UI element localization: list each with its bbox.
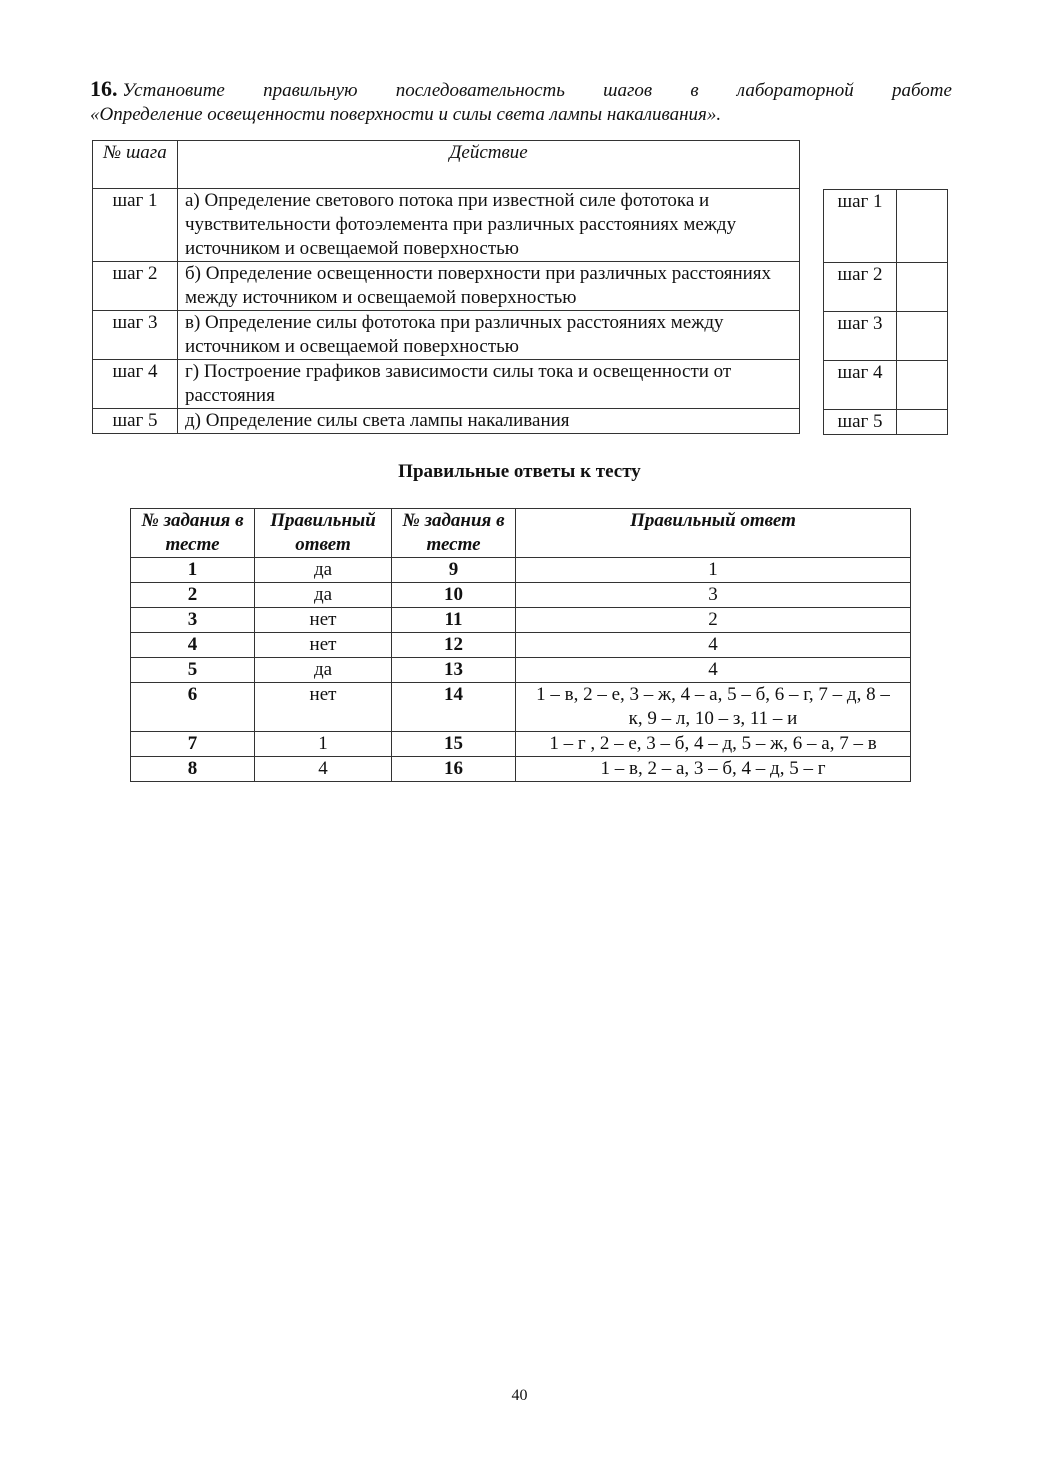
key-row — [131, 732, 911, 757]
task-number: 10 — [392, 583, 516, 608]
key-row — [131, 757, 911, 782]
question-number: 16. — [90, 76, 118, 101]
answer-blank-cell[interactable] — [897, 312, 948, 361]
answer-step-label: шаг 4 — [824, 361, 897, 410]
header-action: Действие — [178, 141, 800, 189]
task-number: 12 — [392, 633, 516, 658]
step-row — [93, 262, 800, 311]
question-word: шагов — [603, 80, 653, 101]
task-number: 5 — [131, 658, 255, 683]
correct-answer: да — [255, 583, 392, 608]
correct-answer: 1 – г , 2 – е, 3 – б, 4 – д, 5 – ж, 6 – а, 7 – в — [516, 732, 911, 757]
task-number: 15 — [392, 732, 516, 757]
step-label: шаг 4 — [93, 360, 178, 409]
step-action: а) Определение светового потока при известной силе фототока и чувствительности фотоэлемента при различных расстояниях между источником и освещаемой поверхностью — [178, 189, 800, 262]
answer-blank-cell[interactable] — [897, 190, 948, 263]
step-action: г) Построение графиков зависимости силы тока и освещенности от расстояния — [178, 360, 800, 409]
answer-blank-cell[interactable] — [897, 361, 948, 410]
task-number: 3 — [131, 608, 255, 633]
header-correct-answer: Правильный ответ — [255, 509, 392, 558]
answer-row — [824, 263, 948, 312]
answer-row — [824, 312, 948, 361]
question-line-2: «Определение освещенности поверхности и силы света лампы накаливания». — [90, 104, 722, 125]
answer-step-label: шаг 2 — [824, 263, 897, 312]
correct-answer: 2 — [516, 608, 911, 633]
task-number: 7 — [131, 732, 255, 757]
task-number: 13 — [392, 658, 516, 683]
question-line-1 — [90, 77, 952, 103]
header-task-number: № задания в тесте — [131, 509, 255, 558]
key-row — [131, 558, 911, 583]
answer-order-table — [823, 189, 948, 435]
question-word: лабораторной — [736, 80, 854, 101]
correct-answer: да — [255, 658, 392, 683]
answer-step-label: шаг 1 — [824, 190, 897, 263]
correct-answer: нет — [255, 683, 392, 732]
correct-answer: 1 — [255, 732, 392, 757]
answer-row — [824, 361, 948, 410]
correct-answer: нет — [255, 608, 392, 633]
correct-answer: 4 — [255, 757, 392, 782]
answer-key-table — [130, 508, 911, 782]
question-word: последовательность — [395, 80, 565, 101]
answer-row — [824, 190, 948, 263]
step-row — [93, 360, 800, 409]
task-number: 11 — [392, 608, 516, 633]
task-number: 16 — [392, 757, 516, 782]
step-label: шаг 1 — [93, 189, 178, 262]
step-label: шаг 2 — [93, 262, 178, 311]
steps-header-row — [93, 141, 800, 189]
answer-blank-cell[interactable] — [897, 263, 948, 312]
header-step-number: № шага — [93, 141, 178, 189]
key-row — [131, 683, 911, 732]
step-row — [93, 311, 800, 360]
correct-answer: 1 – в, 2 – е, 3 – ж, 4 – а, 5 – б, 6 – г, 7 – д, 8 – к, 9 – л, 10 – з, 11 – и — [516, 683, 911, 732]
task-number: 2 — [131, 583, 255, 608]
correct-answer: 1 – в, 2 – а, 3 – б, 4 – д, 5 – г — [516, 757, 911, 782]
answer-row — [824, 410, 948, 435]
question-word: Установите — [122, 80, 225, 101]
step-label: шаг 5 — [93, 409, 178, 434]
key-row — [131, 658, 911, 683]
task-number: 8 — [131, 757, 255, 782]
task-number: 4 — [131, 633, 255, 658]
correct-answer: 3 — [516, 583, 911, 608]
question-16 — [90, 77, 952, 127]
question-word: правильную — [263, 80, 358, 101]
task-number: 6 — [131, 683, 255, 732]
steps-table — [92, 140, 800, 434]
correct-answer: 4 — [516, 633, 911, 658]
answer-blank-cell[interactable] — [897, 410, 948, 435]
step-label: шаг 3 — [93, 311, 178, 360]
correct-answer: нет — [255, 633, 392, 658]
step-row — [93, 409, 800, 434]
correct-answer: да — [255, 558, 392, 583]
answer-step-label: шаг 5 — [824, 410, 897, 435]
question-word: в — [690, 80, 699, 101]
task-number: 9 — [392, 558, 516, 583]
question-word: работе — [891, 80, 952, 101]
key-row — [131, 583, 911, 608]
step-action: д) Определение силы света лампы накаливания — [178, 409, 800, 434]
task-number: 1 — [131, 558, 255, 583]
answers-title: Правильные ответы к тесту — [398, 461, 641, 482]
answer-step-label: шаг 3 — [824, 312, 897, 361]
header-correct-answer: Правильный ответ — [516, 509, 911, 558]
step-action: в) Определение силы фототока при различных расстояниях между источником и освещаемой поверхностью — [178, 311, 800, 360]
page-number: 40 — [511, 1387, 528, 1404]
correct-answer: 1 — [516, 558, 911, 583]
task-number: 14 — [392, 683, 516, 732]
key-row — [131, 633, 911, 658]
correct-answer: 4 — [516, 658, 911, 683]
step-row — [93, 189, 800, 262]
key-header-row — [131, 509, 911, 558]
header-task-number: № задания в тесте — [392, 509, 516, 558]
step-action: б) Определение освещенности поверхности при различных расстояниях между источником и освещаемой поверхностью — [178, 262, 800, 311]
key-row — [131, 608, 911, 633]
